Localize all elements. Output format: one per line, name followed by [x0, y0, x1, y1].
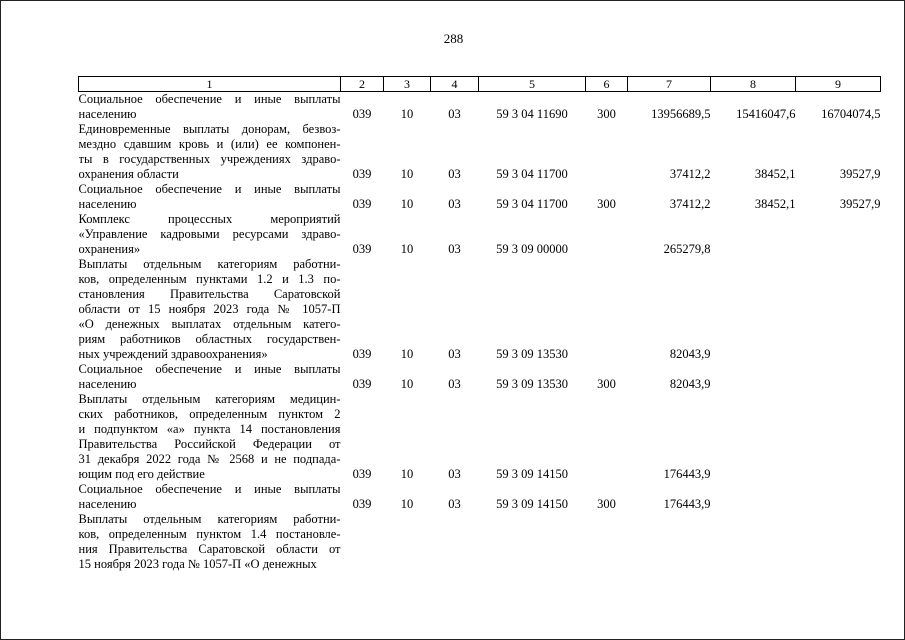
code-cell: 59 3 04 11700	[496, 197, 568, 211]
row-description	[79, 392, 341, 482]
header-row	[79, 77, 881, 92]
amount-cell: 39527,9	[839, 167, 881, 181]
page-number: 288	[443, 31, 464, 46]
code-cell: 10	[400, 377, 414, 391]
code-cell: 300	[597, 197, 616, 211]
row-description	[79, 92, 341, 123]
description-line: ков, определенным пунктами 1.2 и 1.3 по-	[78, 272, 341, 286]
amount-cell: 15416047,6	[736, 107, 796, 121]
amount-cell: 38452,1	[754, 197, 796, 211]
code-cell: 10	[400, 467, 414, 481]
code-cell: 03	[448, 377, 461, 391]
amount-cell	[796, 212, 881, 257]
table-header	[79, 77, 881, 92]
amount-cell: 265279,8	[663, 242, 711, 256]
code-cell: 59 3 09 13530	[496, 347, 568, 361]
code-cell: 10	[400, 197, 414, 211]
row-description	[79, 257, 341, 362]
amount-cell	[711, 512, 796, 572]
code-cell: 03	[448, 347, 461, 361]
description-line: Социальное обеспечение и иные выплаты	[78, 482, 341, 496]
budget-table	[78, 76, 881, 572]
column-header: 2	[341, 77, 384, 92]
row-description	[79, 512, 341, 572]
code-cell: 10	[400, 167, 414, 181]
code-cell: 039	[352, 242, 372, 256]
code-cell: 03	[448, 167, 461, 181]
code-cell: 039	[352, 347, 372, 361]
row-description	[79, 122, 341, 182]
description-line: ния Правительства Саратовской области от	[78, 542, 341, 556]
code-cell: 10	[400, 242, 414, 256]
description-line: Правительства Российской Федерации от	[78, 437, 341, 451]
row-description	[79, 182, 341, 212]
code-cell: 03	[448, 467, 461, 481]
description-line: ков, определенным пунктом 1.4 постановле-	[78, 527, 341, 541]
amount-cell	[711, 257, 796, 362]
description-line: Социальное обеспечение и иные выплаты	[78, 92, 341, 106]
column-header: 6	[586, 77, 628, 92]
code-cell: 03	[448, 197, 461, 211]
code-cell	[431, 512, 479, 572]
description-line: становления Правительства Саратовской	[78, 287, 341, 301]
column-header: 1	[79, 77, 341, 92]
code-cell: 039	[352, 377, 372, 391]
code-cell: 039	[352, 497, 372, 511]
code-cell: 10	[400, 107, 414, 121]
description-line: Социальное обеспечение и иные выплаты	[78, 182, 341, 196]
description-line: Единовременные выплаты донорам, безвоз-	[78, 122, 341, 136]
code-cell: 03	[448, 242, 461, 256]
code-cell: 59 3 04 11700	[496, 167, 568, 181]
code-cell: 59 3 09 14150	[496, 497, 568, 511]
table-row	[79, 212, 881, 257]
amount-cell: 176443,9	[663, 467, 711, 481]
amount-cell	[711, 212, 796, 257]
column-header: 4	[431, 77, 479, 92]
amount-cell	[711, 392, 796, 482]
code-cell: 300	[597, 497, 616, 511]
amount-cell: 82043,9	[669, 377, 711, 391]
row-description	[79, 482, 341, 512]
description-line: Выплаты отдельным категориям медицин-	[78, 392, 341, 406]
amount-cell: 176443,9	[663, 497, 711, 511]
code-cell	[479, 512, 586, 572]
amount-cell	[796, 482, 881, 512]
description-line: Комплекс процессных мероприятий	[78, 212, 341, 226]
description-line: Социальное обеспечение и иные выплаты	[78, 362, 341, 376]
description-line: ских работников, определенным пунктом 2	[78, 407, 341, 421]
description-line: населению	[78, 197, 137, 211]
code-cell: 59 3 09 13530	[496, 377, 568, 391]
description-line: населению	[78, 107, 137, 121]
code-cell: 039	[352, 107, 372, 121]
amount-cell	[796, 512, 881, 572]
code-cell: 039	[352, 197, 372, 211]
code-cell	[586, 212, 628, 257]
row-description	[79, 212, 341, 257]
table-row	[79, 392, 881, 482]
description-line: населению	[78, 377, 137, 391]
column-header: 8	[711, 77, 796, 92]
amount-cell	[628, 512, 711, 572]
code-cell	[586, 392, 628, 482]
table-row	[79, 92, 881, 123]
description-line: Выплаты отдельным категориям работни-	[78, 512, 341, 526]
code-cell: 59 3 09 14150	[496, 467, 568, 481]
amount-cell	[796, 392, 881, 482]
description-line: ных учреждений здравоохранения»	[78, 347, 268, 361]
amount-cell: 16704074,5	[821, 107, 881, 121]
description-line: «О денежных выплатах отдельным катего-	[78, 317, 341, 331]
code-cell: 039	[352, 467, 372, 481]
amount-cell: 37412,2	[669, 197, 711, 211]
table-row	[79, 482, 881, 512]
table-body	[79, 92, 881, 573]
description-line: ты в государственных учреждениях здраво-	[78, 152, 341, 166]
code-cell: 039	[352, 167, 372, 181]
amount-cell	[711, 482, 796, 512]
table-row	[79, 182, 881, 212]
table-row	[79, 257, 881, 362]
table-row	[79, 512, 881, 572]
code-cell: 03	[448, 107, 461, 121]
description-line: 31 декабря 2022 года № 2568 и не подпада-	[78, 452, 341, 466]
amount-cell: 39527,9	[839, 197, 881, 211]
table-row	[79, 122, 881, 182]
amount-cell: 82043,9	[669, 347, 711, 361]
description-line: и подпунктом «а» пункта 14 постановления	[78, 422, 341, 436]
code-cell	[586, 257, 628, 362]
code-cell	[341, 512, 384, 572]
amount-cell: 38452,1	[754, 167, 796, 181]
column-header: 3	[384, 77, 431, 92]
row-description	[79, 362, 341, 392]
description-line: Выплаты отдельным категориям работни-	[78, 257, 341, 271]
amount-cell: 37412,2	[669, 167, 711, 181]
description-line: 15 ноября 2023 года № 1057-П «О денежных	[78, 557, 317, 571]
description-line: ющим под его действие	[78, 467, 205, 481]
code-cell: 300	[597, 377, 616, 391]
code-cell	[384, 512, 431, 572]
amount-cell	[796, 257, 881, 362]
description-line: «Управление кадровыми ресурсами здраво-	[78, 227, 341, 241]
column-header: 5	[479, 77, 586, 92]
code-cell	[586, 122, 628, 182]
description-line: охранения»	[78, 242, 141, 256]
description-line: области от 15 ноября 2023 года № 1057-П	[78, 302, 341, 316]
description-line: риям работников областных государствен-	[78, 332, 341, 346]
amount-cell: 13956689,5	[651, 107, 711, 121]
code-cell: 10	[400, 347, 414, 361]
description-line: населению	[78, 497, 137, 511]
code-cell: 10	[400, 497, 414, 511]
column-header: 7	[628, 77, 711, 92]
code-cell: 59 3 04 11690	[496, 107, 568, 121]
description-line: охранения области	[78, 167, 179, 181]
amount-cell	[711, 362, 796, 392]
code-cell	[586, 512, 628, 572]
code-cell: 300	[597, 107, 616, 121]
code-cell: 59 3 09 00000	[496, 242, 568, 256]
code-cell: 03	[448, 497, 461, 511]
description-line: мездно сдавшим кровь и (или) ее компонен-	[78, 137, 341, 151]
amount-cell	[796, 362, 881, 392]
column-header: 9	[796, 77, 881, 92]
table-row	[79, 362, 881, 392]
